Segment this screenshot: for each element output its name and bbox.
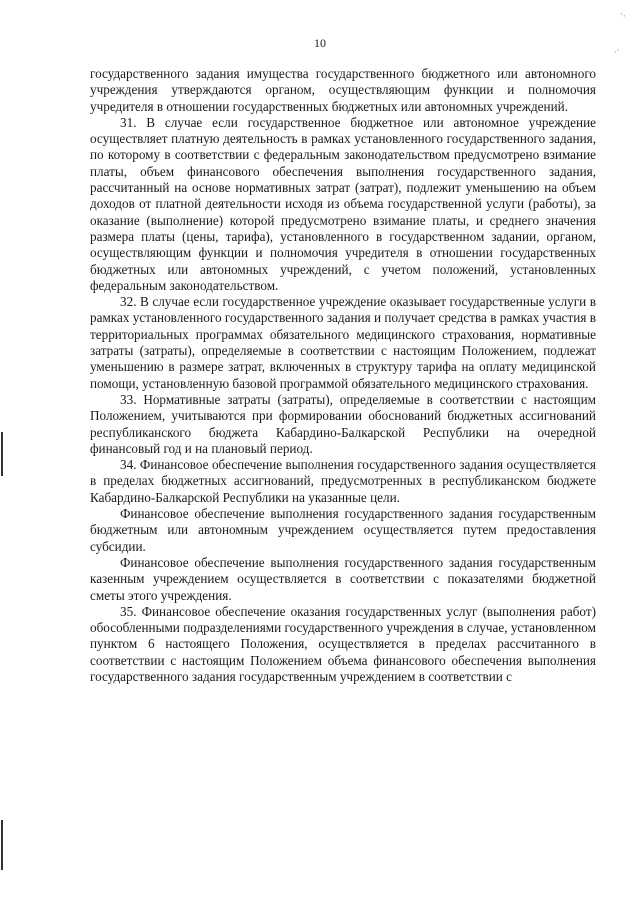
paragraph-35: 35. Финансовое обеспечение оказания государственных услуг (выполнения работ) обособленными подразделениями государственного учреждения в случае, установленном пунктом 6 настоящего Положения, осуществляется в пределах рассчитанного в соответствии с настоящим Положением объема финансового обеспечения выполнения государственного задания государственным учреждением в соответствии с xyxy=(90,603,596,684)
paragraph-31: 31. В случае если государственное бюджетное или автономное учреждение осуществляет платную деятельность в рамках установленного государственного задания, по которому в соответствии с федеральным законодательством предусмотрено взимание платы, объем финансового обеспечения выполнения государственного задания, рассчитанный на основе нормативных затрат (затрат), подлежит уменьшению на объем доходов от платной деятельности исходя из объема государственной услуги (работы), за оказание (выполнение) которой предусмотрено взимание платы, и среднего значения размера платы (цены, тарифа), установленного в государственном задании, органом, осуществляющим функции и полномочия учредителя в отношении государственных бюджетных или автономных учреждений, с учетом положений, установленных федеральным законодательством. xyxy=(90,114,596,293)
paragraph-continuation: государственного задания имущества государственного бюджетного или автономного учреждения утверждаются органом, осуществляющим функции и полномочия учредителя в отношении государственных бюджетных или автономных учреждений. xyxy=(90,66,596,114)
paragraph-34-treasury: Финансовое обеспечение выполнения государственного задания государственным казенным учреждением осуществляется в соответствии с показателями бюджетной сметы этого учреждения. xyxy=(90,554,596,603)
paragraph-32: 32. В случае если государственное учреждение оказывает государственные услуги в рамках установленного государственного задания и получает средства в рамках участия в территориальных программах обязательного медицинского страхования, нормативные затраты (затраты), определяемые в соответствии с настоящим Положением, подлежат уменьшению в размере затрат, включенных в структуру тарифа на оплату медицинской помощи, установленную базовой программой обязательного медицинского страхования. xyxy=(90,294,596,391)
scan-speck-right: ˑ˙ xyxy=(614,48,620,58)
scan-margin-mark-bottom xyxy=(1,820,3,870)
document-body xyxy=(90,66,596,685)
scan-margin-mark-top xyxy=(1,432,3,476)
paragraph-34-budget: Финансовое обеспечение выполнения государственного задания государственным бюджетным или автономным учреждением осуществляется путем предоставления субсидии. xyxy=(90,506,596,554)
paragraph-34: 34. Финансовое обеспечение выполнения государственного задания осуществляется в пределах бюджетных ассигнований, предусмотренных в республиканском бюджете Кабардино-Балкарской Республики на указанные цели. xyxy=(90,457,596,505)
page-number: 10 xyxy=(314,36,326,50)
paragraph-33: 33. Нормативные затраты (затраты), определяемые в соответствии с настоящим Положением, учитываются при формировании обоснований бюджетных ассигнований республиканского бюджета Кабардино-Балкарской Республики на очередной финансовый год и на плановый период. xyxy=(90,391,596,456)
scan-speck-top: ˙ˑ xyxy=(620,12,626,22)
